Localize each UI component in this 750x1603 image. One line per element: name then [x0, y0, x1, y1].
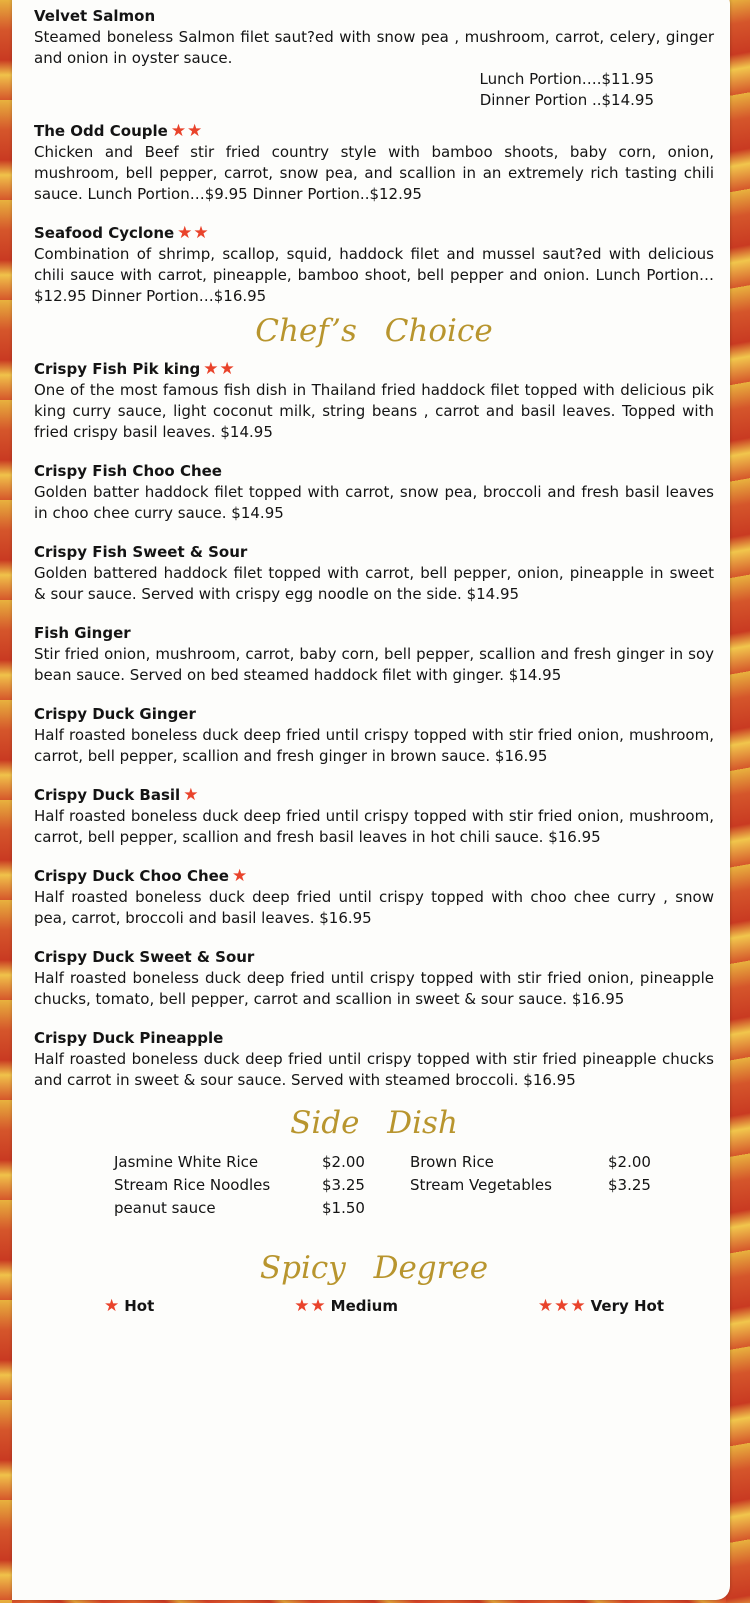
menu-item-crispy-fish-pik-king	[34, 359, 714, 443]
side-dish-name: Brown Rice	[410, 1153, 494, 1171]
menu-item-crispy-duck-ginger	[34, 704, 714, 767]
item-name: Crispy Fish Pik king ★★	[34, 359, 236, 379]
item-description: Stir fried onion, mushroom, carrot, baby corn, bell pepper, scallion and fresh ginger in soy bean sauce. Served on bed steamed haddock filet with ginger. $14.95	[34, 645, 714, 684]
item-description: Golden battered haddock filet topped with carrot, bell pepper, onion, pineapple in sweet & sour sauce. Served with crispy egg noodle on the side. $14.95	[34, 564, 714, 603]
item-name: The Odd Couple ★★	[34, 121, 204, 141]
spicy-level-very-hot: ★★★ Very Hot	[537, 1296, 664, 1316]
menu-content	[34, 6, 714, 1316]
chefs-choice-heading: Chef’s Choice	[255, 313, 493, 349]
menu-item-crispy-duck-basil	[34, 785, 714, 848]
menu-item-odd-couple	[34, 121, 714, 205]
item-description: Half roasted boneless duck deep fried until crispy topped with stir fried onion, pineapple chucks, tomato, bell pepper, carrot and scallion in sweet & sour sauce. $16.95	[34, 969, 714, 1008]
side-dish-price: $3.25	[322, 1176, 365, 1194]
item-name: Crispy Duck Ginger	[34, 705, 196, 723]
menu-item-crispy-duck-choo-chee	[34, 866, 714, 929]
side-dish-table	[114, 1151, 714, 1220]
side-dish-name	[410, 1197, 608, 1220]
item-description: Golden batter haddock filet topped with carrot, snow pea, broccoli and fresh basil leaves in choo chee curry sauce. $14.95	[34, 483, 714, 522]
item-name: Crispy Fish Sweet & Sour	[34, 543, 248, 561]
item-name: Velvet Salmon	[34, 7, 156, 25]
star-icon: ★★	[294, 1296, 327, 1316]
menu-item-velvet-salmon	[34, 6, 714, 111]
side-dish-price: $2.00	[322, 1153, 365, 1171]
menu-item-crispy-fish-sweet-sour	[34, 542, 714, 605]
side-dish-name: Stream Vegetables	[410, 1176, 552, 1194]
menu-item-crispy-duck-pineapple	[34, 1028, 714, 1091]
item-name: Crispy Duck Pineapple	[34, 1029, 224, 1047]
spicy-level-hot: ★ Hot	[104, 1296, 155, 1316]
spicy-star-icon: ★	[232, 866, 249, 886]
spicy-star-icon: ★	[183, 785, 200, 805]
side-dish-row	[114, 1151, 714, 1174]
item-name: Crispy Duck Basil ★	[34, 785, 200, 805]
item-description: Half roasted boneless duck deep fried until crispy topped with stir fried pineapple chucks and carrot in sweet & sour sauce. Served with steamed broccoli. $16.95	[34, 1050, 714, 1089]
item-description: Half roasted boneless duck deep fried until crispy topped with choo chee curry , snow pea, carrot, broccoli and basil leaves. $16.95	[34, 888, 714, 927]
side-dish-name: Jasmine White Rice	[114, 1153, 259, 1171]
menu-item-crispy-duck-sweet-sour	[34, 947, 714, 1010]
item-description: Chicken and Beef stir fried country style with bamboo shoots, baby corn, onion, mushroom, bell pepper, carrot, snow pea, and scallion in an extremely rich tasting chili sauce. Lunch Portion…$9.95 Dinner Portion..$12.95	[34, 143, 714, 203]
side-dish-price: $3.25	[608, 1176, 651, 1194]
item-description: Half roasted boneless duck deep fried until crispy topped with stir fried onion, mushroom, carrot, bell pepper, scallion and fresh ginger in brown sauce. $16.95	[34, 726, 714, 765]
spicy-level-medium: ★★ Medium	[294, 1296, 398, 1316]
item-lunch-price: Lunch Portion….$11.95	[479, 70, 654, 88]
item-description: Combination of shrimp, scallop, squid, haddock filet and mussel saut?ed with delicious chili sauce with carrot, pineapple, bamboo shoot, bell pepper and onion. Lunch Portion…$12.95 Dinner Portion…$16.95	[34, 245, 714, 305]
item-description: Half roasted boneless duck deep fried until crispy topped with stir fried onion, mushroom, carrot, bell pepper, scallion and fresh basil leaves in hot chili sauce. $16.95	[34, 807, 714, 846]
item-description: Steamed boneless Salmon filet saut?ed with snow pea , mushroom, carrot, celery, ginger and onion in oyster sauce.	[34, 28, 714, 67]
spicy-star-icon: ★★	[177, 223, 210, 243]
side-dish-row	[114, 1174, 714, 1197]
item-name: Crispy Fish Choo Chee	[34, 462, 222, 480]
item-name: Seafood Cyclone ★★	[34, 223, 210, 243]
spicy-legend	[104, 1296, 664, 1316]
spicy-degree-heading: Spicy Degree	[259, 1250, 489, 1286]
item-name: Crispy Duck Sweet & Sour	[34, 948, 255, 966]
menu-item-fish-ginger	[34, 623, 714, 686]
item-dinner-price: Dinner Portion ..$14.95	[479, 91, 654, 109]
star-icon: ★	[104, 1296, 121, 1316]
item-name: Crispy Duck Choo Chee ★	[34, 866, 249, 886]
star-icon: ★★★	[537, 1296, 587, 1316]
item-description: One of the most famous fish dish in Thailand fried haddock filet topped with delicious pik king curry sauce, light coconut milk, string beans , carrot and basil leaves. Topped with fried crispy basil leaves. $14.95	[34, 381, 714, 441]
floral-border-left	[0, 0, 12, 1603]
menu-item-crispy-fish-choo-chee	[34, 461, 714, 524]
side-dish-name: Stream Rice Noodles	[114, 1176, 271, 1194]
spicy-star-icon: ★★	[203, 359, 236, 379]
side-dish-price: $2.00	[608, 1153, 651, 1171]
menu-item-seafood-cyclone	[34, 223, 714, 307]
side-dish-row	[114, 1197, 714, 1220]
side-dish-price: $1.50	[322, 1199, 365, 1217]
side-dish-name: peanut sauce	[114, 1199, 216, 1217]
menu-page	[12, 0, 730, 1600]
side-dish-price	[608, 1197, 678, 1220]
item-name: Fish Ginger	[34, 624, 131, 642]
spicy-star-icon: ★★	[170, 121, 204, 141]
side-dish-heading: Side Dish	[290, 1105, 458, 1141]
